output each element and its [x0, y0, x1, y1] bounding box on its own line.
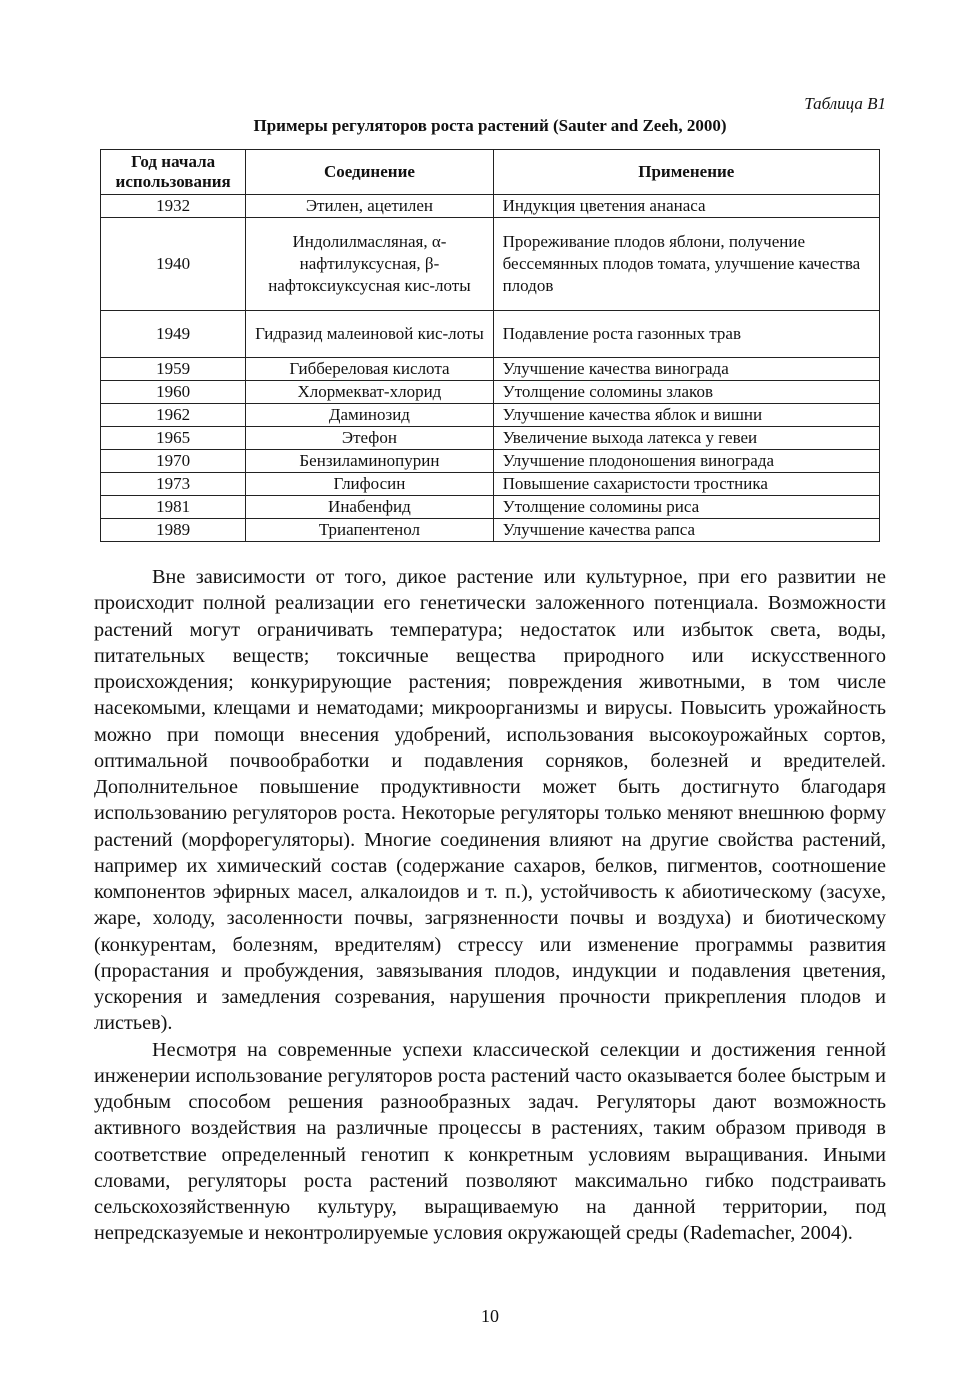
cell-year: 1960 — [101, 381, 246, 404]
header-application: Применение — [493, 150, 879, 195]
cell-year: 1940 — [101, 218, 246, 311]
cell-compound: Бензиламинопурин — [246, 450, 493, 473]
table-row — [101, 218, 880, 311]
cell-year: 1989 — [101, 519, 246, 542]
table-row — [101, 358, 880, 381]
cell-compound: Гиббереловая кислота — [246, 358, 493, 381]
cell-application: Подавление роста газонных трав — [493, 311, 879, 358]
table-row — [101, 496, 880, 519]
cell-application: Повышение сахаристости тростника — [493, 473, 879, 496]
cell-compound: Даминозид — [246, 404, 493, 427]
header-year: Год начала использования — [101, 150, 246, 195]
table-row — [101, 195, 880, 218]
table-row — [101, 311, 880, 358]
cell-application: Улучшение качества рапса — [493, 519, 879, 542]
cell-application: Улучшение качества винограда — [493, 358, 879, 381]
cell-compound: Инабенфид — [246, 496, 493, 519]
table-row — [101, 473, 880, 496]
cell-compound: Хлормекват-хлорид — [246, 381, 493, 404]
regulators-table — [100, 149, 880, 542]
cell-compound: Этилен, ацетилен — [246, 195, 493, 218]
cell-year: 1959 — [101, 358, 246, 381]
cell-application: Индукция цветения ананаса — [493, 195, 879, 218]
paragraph: Несмотря на современные успехи классической селекции и достижения генной инженерии использование регуляторов роста растений часто оказывается более быстрым и удобным способом решения разнообразных задач. Регуляторы дают возможность активного воздействия на различные процессы в растениях, таким образом приводя в соответствие определенный генотип к конкретным условиям выращивания. Иными словами, регуляторы роста растений позволяют максимально гибко подстраивать сельскохозяйственную культуру, выращиваемую на данной территории, под непредсказуемые и неконтролируемые условия окружающей среды (Rademacher, 2004). — [94, 1038, 886, 1245]
cell-application: Утолщение соломины риса — [493, 496, 879, 519]
table-row — [101, 404, 880, 427]
cell-compound: Глифосин — [246, 473, 493, 496]
cell-application: Прореживание плодов яблони, получение бессемянных плодов томата, улучшение качества плодов — [493, 218, 879, 311]
cell-year: 1932 — [101, 195, 246, 218]
cell-compound: Гидразид малеиновой кис-лоты — [246, 311, 493, 358]
cell-year: 1981 — [101, 496, 246, 519]
table-header-row — [101, 150, 880, 195]
cell-year: 1965 — [101, 427, 246, 450]
cell-compound: Этефон — [246, 427, 493, 450]
cell-application: Улучшение плодоношения винограда — [493, 450, 879, 473]
body-text — [94, 564, 886, 1247]
table-label: Таблица B1 — [804, 94, 886, 113]
table-row — [101, 450, 880, 473]
cell-year: 1949 — [101, 311, 246, 358]
cell-year: 1973 — [101, 473, 246, 496]
header-compound: Соединение — [246, 150, 493, 195]
cell-application: Улучшение качества яблок и вишни — [493, 404, 879, 427]
table-row — [101, 519, 880, 542]
cell-year: 1970 — [101, 450, 246, 473]
table-row — [101, 427, 880, 450]
cell-year: 1962 — [101, 404, 246, 427]
cell-application: Утолщение соломины злаков — [493, 381, 879, 404]
table-caption: Примеры регуляторов роста растений (Sauter and Zeeh, 2000) — [253, 116, 727, 135]
cell-application: Увеличение выхода латекса у гевеи — [493, 427, 879, 450]
paragraph: Вне зависимости от того, дикое растение или культурное, при его развитии не происходит полной реализации его генетически заложенного потенциала. Возможности растений могут ограничивать температура; недостаток или избыток света, воды, питательных веществ; токсичные вещества природного или искусственного происхождения; конкурирующие растения; повреждения животными, в том числе насекомыми, клещами и нематодами; микроорганизмы и вирусы. Повысить урожайность можно при помощи внесения удобрений, использования высокоурожайных сортов, оптимальной почвообработки и подавления сорняков, болезней и вредителей. Дополнительное повышение продуктивности может быть достигнуто благодаря использованию регуляторов роста. Некоторые регуляторы только меняют внешнюю форму растений (морфорегуляторы). Многие соединения влияют на другие свойства растений, например их химический состав (содержание сахаров, белков, пигментов, соотношение компонентов эфирных масел, алкалоидов и т. п.), устойчивость к абиотическому (засухе, жаре, холоду, засоленности почвы, загрязненности почвы и воздуха) и биотическому (конкурентам, болезням, вредителям) стрессу или изменение программы развития (прорастания и пробуждения, завязывания плодов, индукции и подавления цветения, ускорения и замедления созревания, нарушения прочности прикрепления плодов и листьев). — [94, 566, 886, 1035]
cell-compound: Триапентенол — [246, 519, 493, 542]
table-row — [101, 381, 880, 404]
page-number: 10 — [481, 1306, 499, 1326]
cell-compound: Индолилмасляная, α-нафтилуксусная, β-нафтоксиуксусная кис-лоты — [246, 218, 493, 311]
